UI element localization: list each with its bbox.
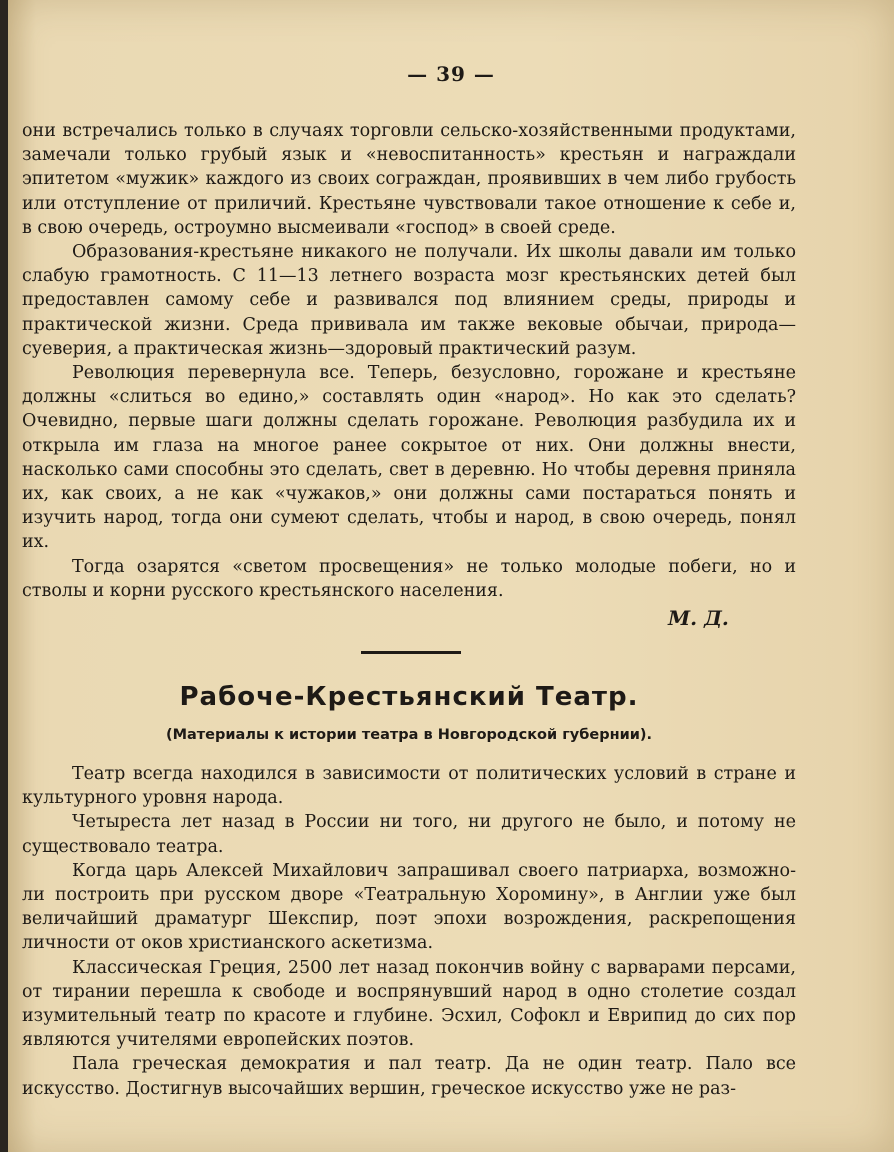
paragraph: Пала греческая демократия и пал театр. Да не один театр. Пало все искусство. Достигнув высочайших вершин, греческое искусство уже не раз- (22, 1054, 796, 1099)
page-number: — 39 — (407, 62, 495, 86)
article-text (22, 762, 796, 1101)
paragraph: Классическая Греция, 2500 лет назад покончив войну с варварами персами, от тирании перешла к свободе и воспрянувший народ в одно столетие создал изумительный театр по красоте и глубине. Эсхил, Софокл и Еврипид до сих пор являются учителями европейских поэтов. (22, 957, 796, 1051)
paragraph: Когда царь Алексей Михайлович запрашивал своего патриарха, возможно-ли построить при русском дворе «Театральную Хоромину», в Англии уже был величайший драматург Шекспир, поэт эпохи возрождения, раскрепощения личности от оков христианского аскетизма. (22, 860, 796, 954)
book-page (8, 0, 894, 1152)
previous-article-text (22, 119, 796, 603)
paragraph: Четыреста лет назад в России ни того, ни другого не было, и потому не существовало театра. (22, 812, 796, 857)
paragraph: Революция перевернула все. Теперь, безусловно, горожане и крестьяне должны «слиться во едино,» составлять один «народ». Но как это сделать? Очевидно, первые шаги должны сделать горожане. Революция разбудила их и открыла им глаза на многое ранее сокрытое от них. Они должны внести, насколько сами способны это сделать, свет в деревню. Но чтобы деревня приняла их, как своих, а не как «чужаков,» они должны сами постараться понять и изучить народ, тогда они сумеют сделать, чтобы и народ, в свою очередь, понял их. (22, 363, 796, 553)
paragraph: Образования-крестьяне никакого не получали. Их школы давали им только слабую грамотность. С 11—13 летнего возраста мозг крестьянских детей был предоставлен самому себе и развивался под влиянием среды, природы и практической жизни. Среда прививала им также вековые обычаи, природа—суеверия, а практическая жизнь—здоровый практический разум. (22, 242, 796, 359)
article-title: Рабоче-Крестьянский Театр. (179, 682, 639, 712)
paragraph: они встречались только в случаях торговли сельско-хозяйственными продуктами, замечали только грубый язык и «невоспитанность» крестьян и награждали эпитетом «мужик» каждого из своих сограждан, проявивших в чем либо грубость или отступление от приличий. Крестьяне чувствовали такое отношение к себе и, в свою очередь, остроумно высмеивали «господ» в своей среде. (22, 121, 796, 238)
section-divider (361, 651, 461, 654)
author-signature: М. Д. (668, 606, 729, 630)
paragraph: Театр всегда находился в зависимости от политических условий в стране и культурного уровня народа. (22, 764, 796, 809)
article-subtitle: (Материалы к истории театра в Новгородской губернии). (165, 727, 653, 743)
paragraph: Тогда озарятся «светом просвещения» не только молодые побеги, но и стволы и корни русского крестьянского населения. (22, 556, 796, 601)
